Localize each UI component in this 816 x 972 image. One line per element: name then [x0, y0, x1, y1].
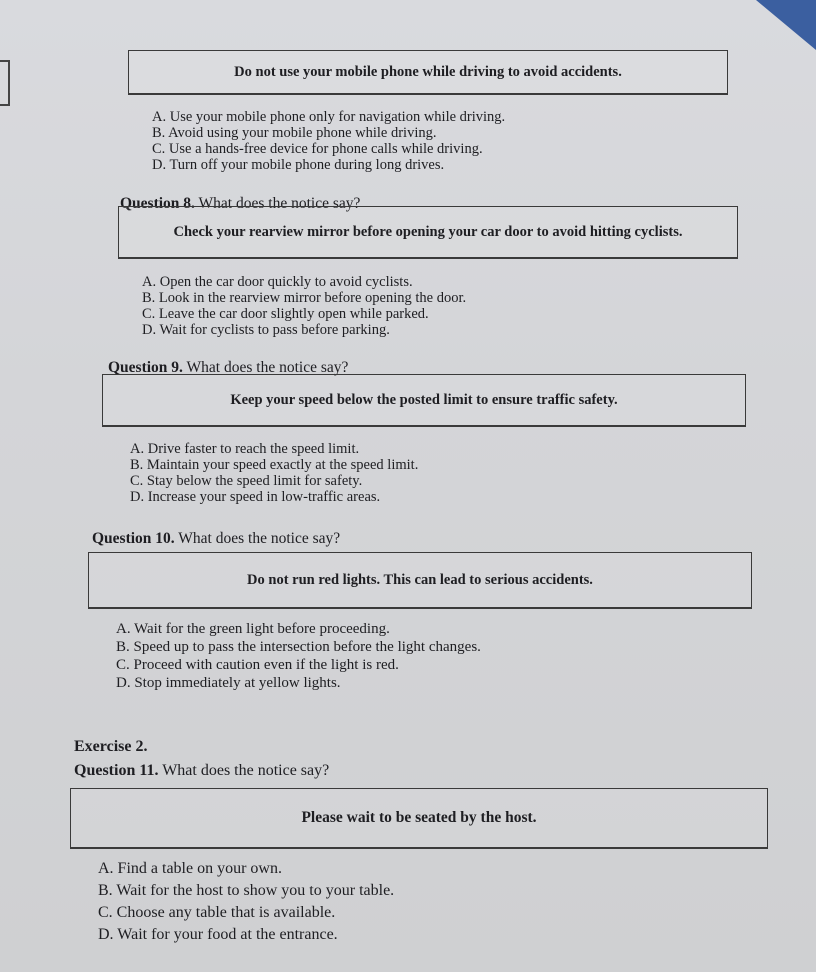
- options-q9: [130, 441, 418, 505]
- notice-q9-text: Keep your speed below the posted limit to ensure traffic safety.: [230, 391, 618, 408]
- question-11: [74, 762, 329, 780]
- option-a: A. Wait for the green light before proceeding.: [116, 621, 390, 637]
- notice-q11: [70, 788, 768, 849]
- option-b: B. Speed up to pass the intersection before the light changes.: [116, 639, 481, 655]
- question-number: Question 10.: [92, 530, 175, 547]
- notice-q11-text: Please wait to be seated by the host.: [301, 809, 537, 826]
- question-prompt: What does the notice say?: [198, 195, 361, 212]
- option-b: B. Maintain your speed exactly at the speed limit.: [130, 457, 419, 473]
- option-c: C. Use a hands-free device for phone calls while driving.: [152, 141, 483, 157]
- exercise-heading: Exercise 2.: [74, 738, 148, 755]
- question-number: Question 11.: [74, 762, 159, 779]
- option-d: D. Wait for your food at the entrance.: [98, 926, 338, 943]
- question-number: Question 9.: [108, 359, 183, 376]
- option-b: B. Avoid using your mobile phone while driving.: [152, 125, 437, 141]
- notice-q8: [118, 206, 738, 259]
- notice-q8-text: Check your rearview mirror before opening your car door to avoid hitting cyclists.: [173, 223, 683, 240]
- option-a: A. Use your mobile phone only for navigation while driving.: [152, 109, 506, 125]
- option-d: D. Wait for cyclists to pass before parking.: [142, 322, 390, 338]
- question-prompt: What does the notice say?: [186, 359, 349, 376]
- option-d: D. Turn off your mobile phone during long drives.: [152, 157, 445, 173]
- option-d: D. Stop immediately at yellow lights.: [116, 675, 341, 691]
- option-a: A. Find a table on your own.: [98, 860, 282, 877]
- question-10: [92, 530, 340, 548]
- option-a: A. Open the car door quickly to avoid cyclists.: [142, 274, 413, 290]
- options-q8: [142, 274, 466, 338]
- option-a: A. Drive faster to reach the speed limit.: [130, 441, 360, 457]
- options-q7: [152, 109, 505, 173]
- page-corner-decoration: [756, 0, 816, 50]
- question-prompt: What does the notice say?: [162, 762, 330, 779]
- option-c: C. Leave the car door slightly open while parked.: [142, 306, 429, 322]
- notice-q10-text: Do not run red lights. This can lead to serious accidents.: [247, 571, 593, 588]
- question-prompt: What does the notice say?: [178, 530, 341, 547]
- options-q11: [98, 858, 394, 946]
- option-c: C. Choose any table that is available.: [98, 904, 336, 921]
- option-b: B. Wait for the host to show you to your table.: [98, 882, 395, 899]
- option-c: C. Proceed with caution even if the light is red.: [116, 657, 399, 673]
- notice-q7: [128, 50, 728, 95]
- option-b: B. Look in the rearview mirror before opening the door.: [142, 290, 467, 306]
- question-number: Question 8.: [120, 195, 195, 212]
- notice-q9: [102, 374, 746, 427]
- option-c: C. Stay below the speed limit for safety.: [130, 473, 363, 489]
- notice-q10: [88, 552, 752, 609]
- option-d: D. Increase your speed in low-traffic areas.: [130, 489, 381, 505]
- options-q10: [116, 620, 481, 692]
- notice-q7-text: Do not use your mobile phone while driving to avoid accidents.: [234, 63, 622, 80]
- cropped-box: [0, 60, 10, 106]
